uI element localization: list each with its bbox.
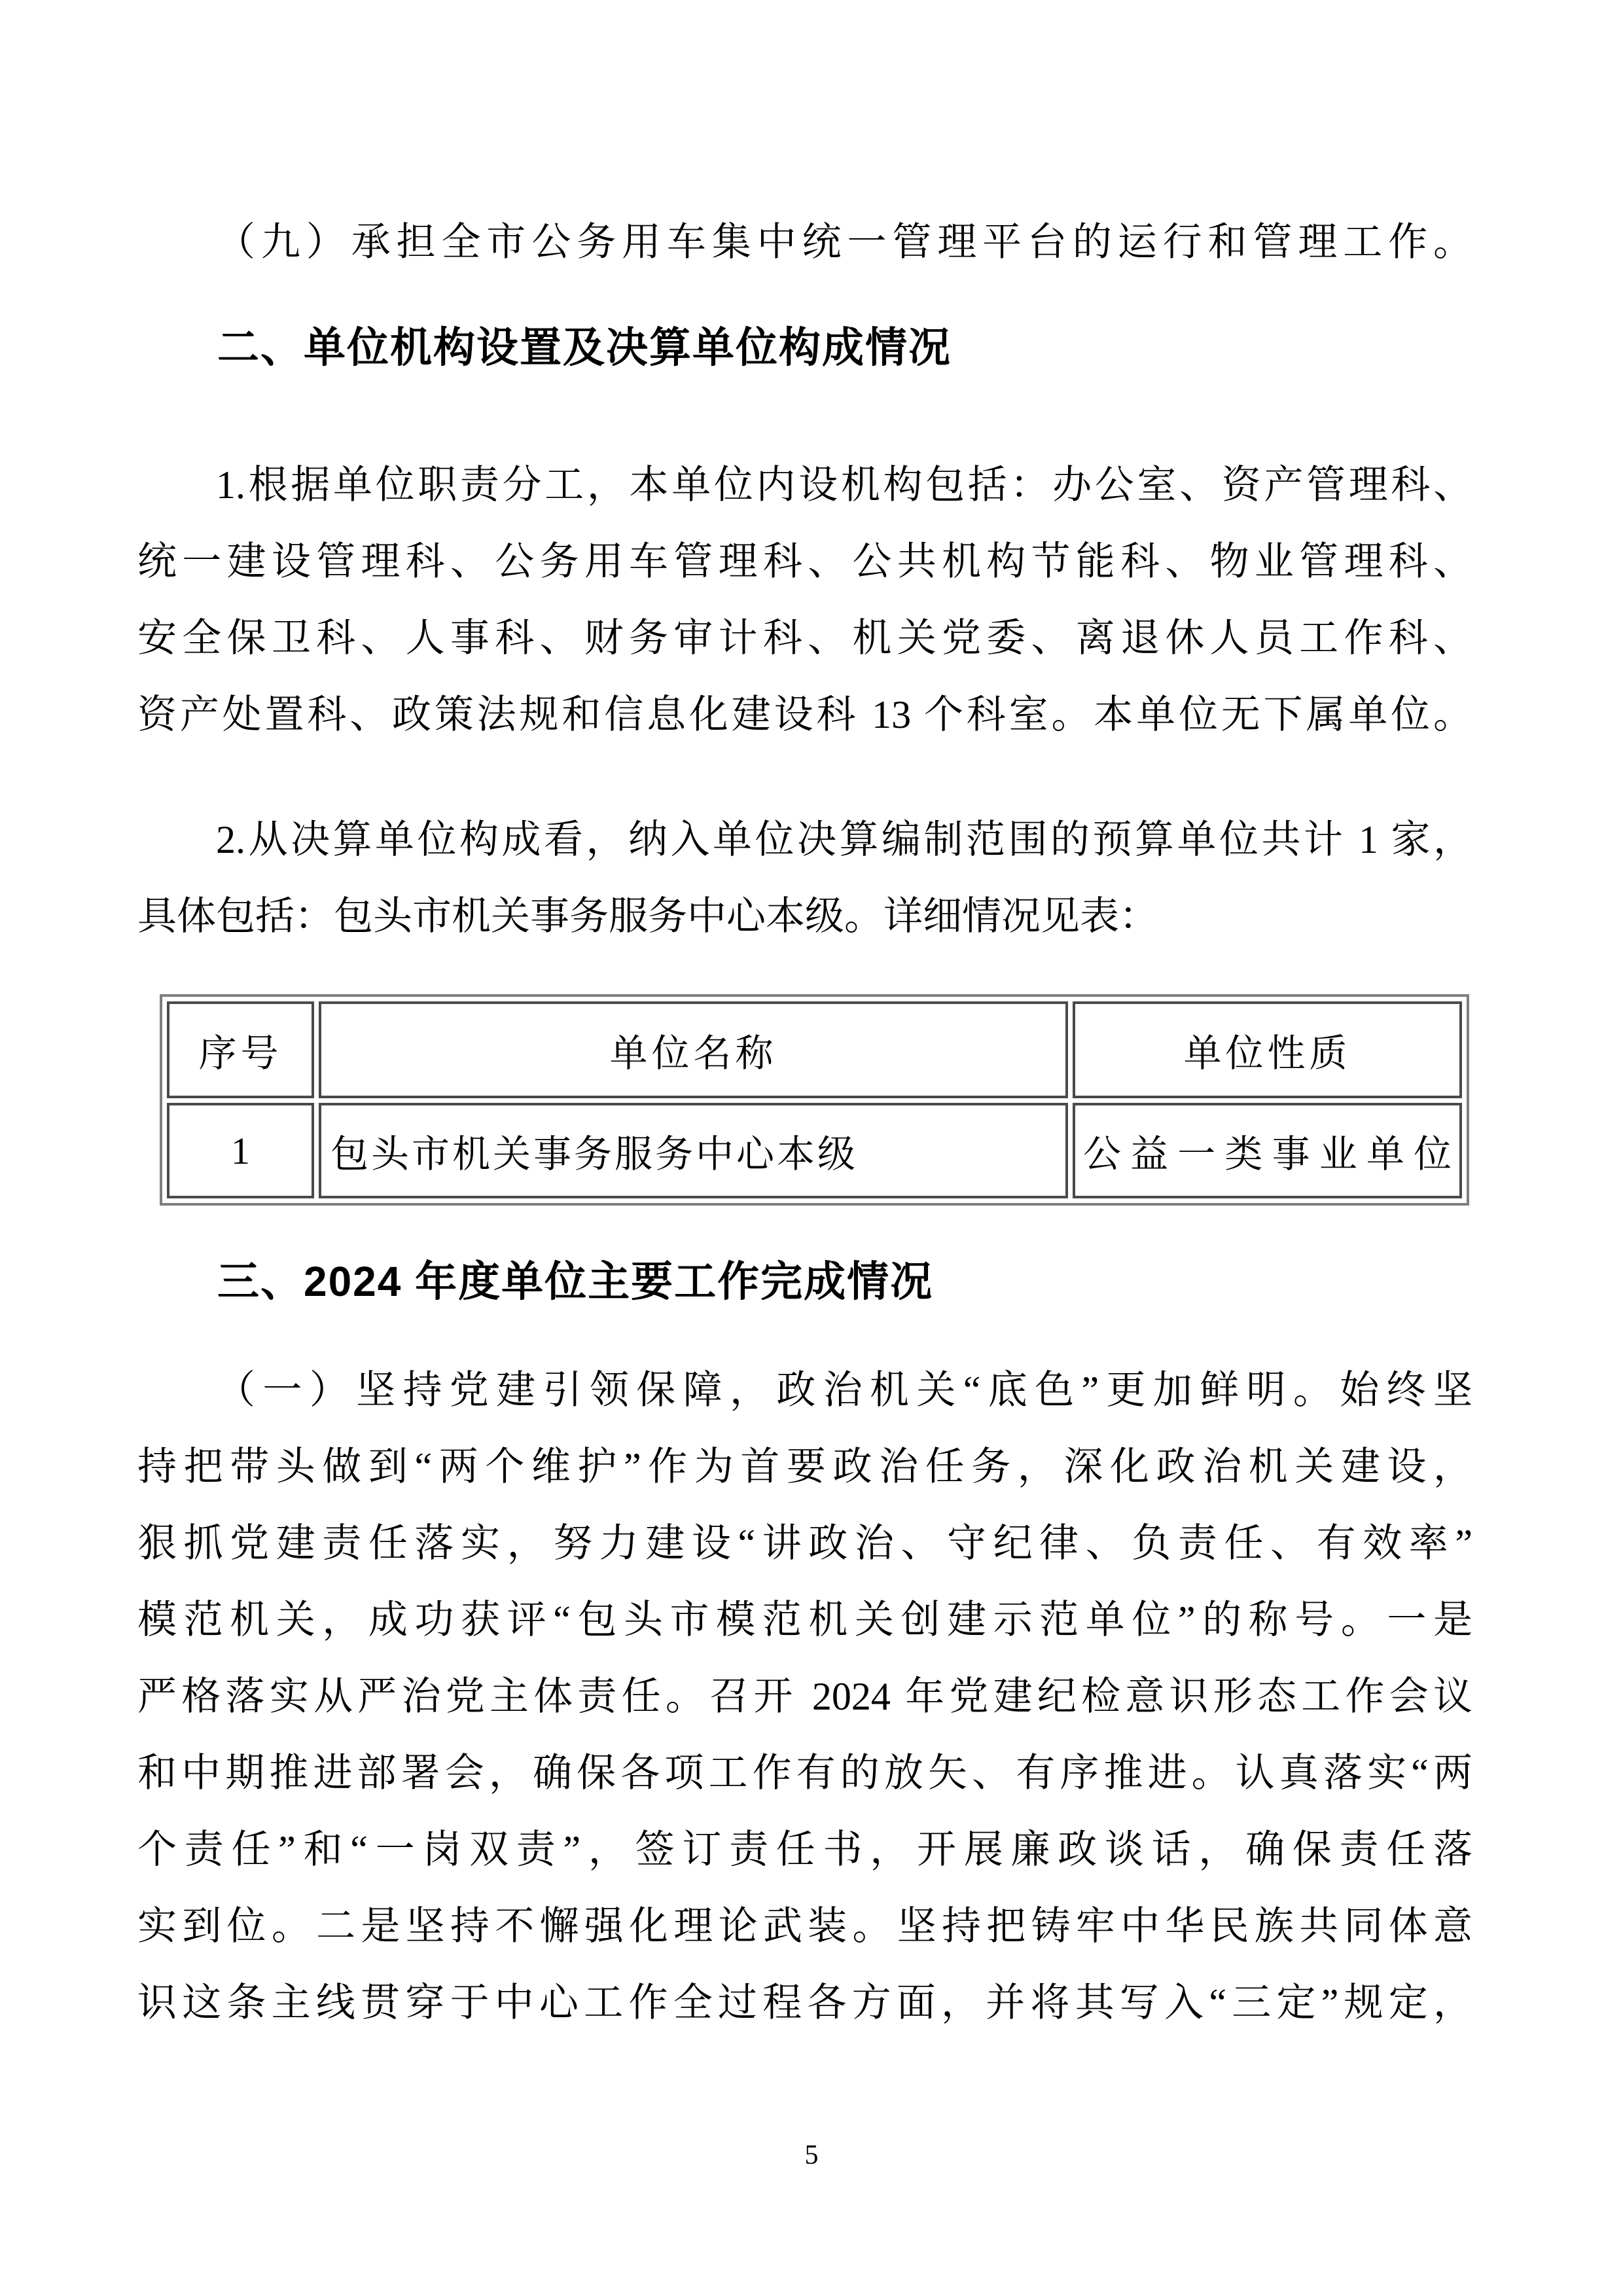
table-header-row — [167, 1001, 1462, 1098]
text-line: 1.根据单位职责分工，本单位内设机构包括：办公室、资产管理科、 — [216, 463, 1472, 507]
paragraph-party-building — [137, 1352, 1472, 2041]
text-line: 具体包括：包头市机关事务服务中心本级。详细情况见表： — [137, 895, 1158, 938]
text-line: （一）坚持党建引领保障，政治机关“底色”更加鲜明。始终坚 — [216, 1369, 1472, 1412]
section-heading-2: 二、单位机构设置及决算单位构成情况 — [217, 324, 952, 371]
text-line: 个责任”和“一岗双责”，签订责任书，开展廉政谈话，确保责任落 — [137, 1828, 1472, 1871]
text-line: 识这条主线贯穿于中心工作全过程各方面，并将其写入“三定”规定， — [137, 1981, 1472, 2024]
text-line: 和中期推进部署会，确保各项工作有的放矢、有序推进。认真落实“两 — [137, 1751, 1472, 1795]
content-area — [0, 204, 1623, 2041]
paragraph-duty-nine — [137, 204, 1472, 281]
table-header-cell: 序号 — [167, 1001, 314, 1098]
text-line: 安全保卫科、人事科、财务审计科、机关党委、离退休人员工作科、 — [137, 617, 1472, 660]
table-row — [167, 1103, 1462, 1198]
units-table — [160, 994, 1469, 1206]
text-line: 资产处置科、政策法规和信息化建设科 13 个科室。本单位无下属单位。 — [137, 693, 1472, 736]
table-body — [167, 1103, 1462, 1198]
table-cell: 公益一类事业单位 — [1073, 1103, 1462, 1198]
text-line: 持把带头做到“两个维护”作为首要政治任务，深化政治机关建设， — [137, 1445, 1472, 1488]
section-heading-3: 三、2024 年度单位主要工作完成情况 — [217, 1258, 934, 1305]
table-cell: 包头市机关事务服务中心本级 — [319, 1103, 1068, 1198]
text-line: 2.从决算单位构成看，纳入单位决算编制范围的预算单位共计 1 家， — [216, 818, 1472, 861]
table-header-cell: 单位性质 — [1073, 1001, 1462, 1098]
paragraph-budget-units — [137, 802, 1472, 955]
text-line: 严格落实从严治党主体责任。召开 2024 年党建纪检意识形态工作会议 — [137, 1675, 1472, 1718]
table-cell: 1 — [167, 1103, 314, 1198]
footer-page-number: 5 — [804, 2140, 819, 2170]
text-line: 狠抓党建责任落实，努力建设“讲政治、守纪律、负责任、有效率” — [137, 1522, 1472, 1565]
text-line: （九）承担全市公务用车集中统一管理平台的运行和管理工作。 — [216, 221, 1472, 264]
text-line: 实到位。二是坚持不懈强化理论武装。坚持把铸牢中华民族共同体意 — [137, 1905, 1472, 1948]
paragraph-internal-organs — [137, 447, 1472, 753]
table-header-cell: 单位名称 — [319, 1001, 1068, 1098]
text-line: 统一建设管理科、公务用车管理科、公共机构节能科、物业管理科、 — [137, 540, 1472, 583]
text-line: 模范机关，成功获评“包头市模范机关创建示范单位”的称号。一是 — [137, 1598, 1472, 1641]
